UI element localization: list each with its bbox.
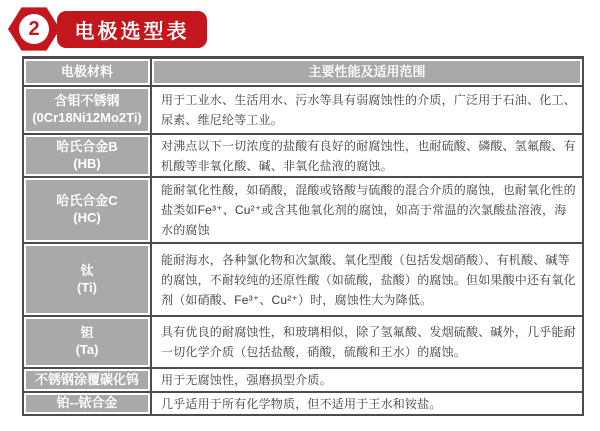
column-header-performance [152,59,582,85]
badge-circle [19,14,49,44]
column-header-material [24,59,150,85]
material-grade: (HB) [73,155,101,171]
material-description: 用于无腐蚀性，强磨损型介质。 [161,373,332,387]
electrode-selection-table [22,56,584,416]
section-title-pill [57,11,207,48]
material-description: 能耐海水，各种氯化物和次氯酸、氧化型酸（包括发烟硝酸）、有机酸、碱等的腐蚀，不耐较纯的还原性酸（如硫酸，盐酸）的腐蚀。但如果酸中还有氧化剂（如硝酸、Fe³⁺、Cu²⁺）时，腐蚀性大为降低。 [161,252,576,307]
material-cell [24,135,150,176]
material-description: 用于工业水、生活用水、污水等具有弱腐蚀性的介质，广泛用于石油、化工、尿素、维尼纶等工业。 [161,93,576,127]
description-cell [152,393,582,414]
description-cell [152,369,582,391]
page-title: 电极选型表 [74,21,190,43]
material-grade: (Ti) [77,279,97,295]
badge-number: 2 [28,17,40,40]
description-cell [152,87,582,133]
material-name: 哈氏合金B [56,138,118,154]
material-description: 对沸点以下一切浓度的盐酸有良好的耐腐蚀性，也耐硫酸、磷酸、氢氟酸、有机酸等非氧化酸、碱、非氧化盐液的腐蚀。 [161,138,576,173]
description-cell [152,135,582,176]
material-name: 钛 [80,262,94,278]
material-cell [24,178,150,242]
material-name: 不锈钢涂覆碳化钨 [34,371,139,387]
material-name: 哈氏合金C [56,193,118,209]
material-description: 几乎适用于所有化学物质，但不适用于王水和铵盐。 [161,396,442,411]
section-number-badge [8,6,60,52]
material-grade: (Ta) [75,342,99,357]
material-grade: (0Cr18Ni12Mo2Ti) [32,110,142,125]
material-cell [24,244,150,315]
material-cell [24,393,150,414]
material-description: 能耐氧化性酸，如硝酸，混酸或铬酸与硫酸的混合介质的腐蚀，也耐氧化性的盐类如Fe³⁺、Cu²⁺或含其他氧化剂的腐蚀，如高于常温的次氯酸盐溶液，海水的腐蚀 [161,183,576,237]
material-name: 铂--铱合金 [56,395,118,411]
material-cell [24,369,150,391]
description-cell [152,244,582,315]
material-cell [24,87,150,133]
column-header-performance-label: 主要性能及适用范围 [308,63,426,79]
description-cell [152,178,582,242]
material-cell [24,317,150,367]
material-name: 含钼不锈钢 [54,93,120,109]
column-header-material-label: 电极材料 [60,63,113,79]
description-cell [152,317,582,367]
material-grade: (HC) [73,210,101,225]
material-description: 具有优良的耐腐蚀性，和玻璃相似，除了氢氟酸、发烟硫酸、碱外，几乎能耐一切化学介质（包括盐酸，硝酸，硫酸和王水）的腐蚀。 [161,325,576,359]
material-name: 钽 [80,325,94,341]
